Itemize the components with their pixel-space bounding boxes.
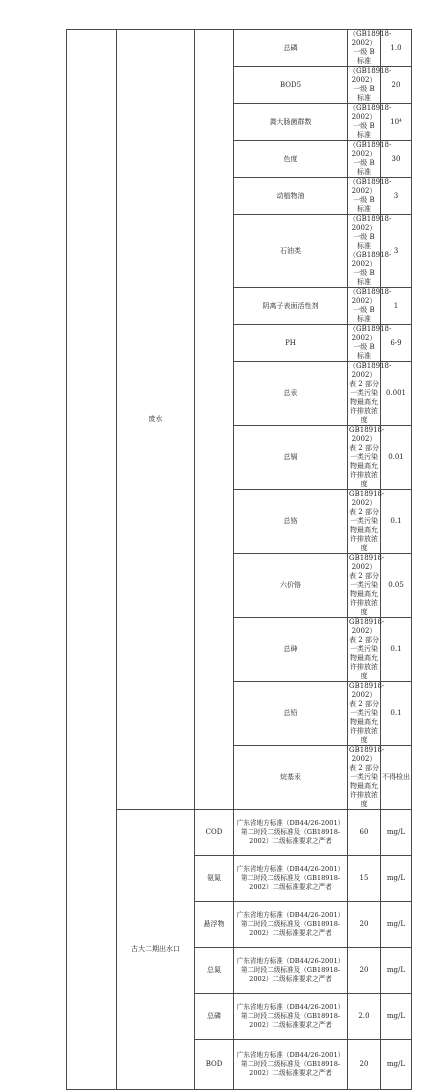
limit-value: 20 [348,1040,381,1090]
standard-text: GB18918-2002）表 2 部分一类污染物最高允许排放浓度 [349,490,385,552]
pollutant-name: 总氮 [195,948,234,994]
unit-value: mg/L [381,810,412,856]
limit-value: 20 [348,948,381,994]
pollutant-name: COD [195,810,234,856]
standard-text: （GB18918-2002）一级 B 标准 [349,288,392,323]
spacer-cell [195,30,234,810]
pollutant-name: BOD [195,1040,234,1090]
section-label: 废水 [117,30,195,810]
standard-text: 广东省地方标准（DB44/26-2001）第二时段二级标准及（GB18918-2002）二级标准要求之严者 [234,1040,348,1090]
pollutant-name: 动植物油 [234,178,348,215]
standard-text: 广东省地方标准（DB44/26-2001）第二时段二级标准及（GB18918-2002）二级标准要求之严者 [234,902,348,948]
standard-text: （GB18918-2002）一级 B 标准 [349,67,392,102]
limit-value: 0.001 [381,362,412,426]
standard-text: （GB18918-2002）一级 B 标准 [349,178,392,213]
standard-text: （GB18918-2002）一级 B 标准 [349,325,392,360]
pollutant-name: 六价铬 [234,554,348,618]
pollutant-name: 悬浮物 [195,902,234,948]
unit-value: mg/L [381,1040,412,1090]
pollutant-name: 烷基汞 [234,746,348,810]
unit-value: mg/L [381,902,412,948]
limit-value: 0.1 [381,618,412,682]
standard-text: （GB18918-2002）表 2 部分一类污染物最高允许排放浓度 [349,362,392,424]
limit-value: 3 [381,178,412,215]
limit-value: 15 [348,856,381,902]
left-margin-cell [67,30,117,1090]
pollutant-name: 总磷 [234,30,348,67]
limit-value: 1 [381,288,412,325]
table-body [67,30,412,1090]
pollutant-name: 总镉 [234,426,348,490]
standard-text: 广东省地方标准（DB44/26-2001）第二时段二级标准及（GB18918-2002）二级标准要求之严者 [234,810,348,856]
pollutant-name: 石油类 [234,215,348,288]
standard-text: GB18918-2002）表 2 部分一类污染物最高允许排放浓度 [349,426,385,488]
section-label: 古大二期出水口 [117,810,195,1090]
pollutant-name: 氨氮 [195,856,234,902]
standard-text: （GB18918-2002）一级 B 标准 [349,30,392,65]
limit-value: 0.1 [381,490,412,554]
standard-text: 广东省地方标准（DB44/26-2001）第二时段二级标准及（GB18918-2002）二级标准要求之严者 [234,856,348,902]
limit-value: 30 [381,141,412,178]
standard-text: GB18918-2002）表 2 部分一类污染物最高允许排放浓度 [349,554,385,616]
limit-value: 20 [381,67,412,104]
limit-value: 0.1 [381,682,412,746]
pollutant-name: 色度 [234,141,348,178]
standard-text: 广东省地方标准（DB44/26-2001）第二时段二级标准及（GB18918-2002）二级标准要求之严者 [234,994,348,1040]
standard-text: （GB18918-2002）一级 B 标准 [349,104,392,139]
unit-value: mg/L [381,994,412,1040]
standards-table [66,29,412,1090]
pollutant-name: 总汞 [234,362,348,426]
standard-text: （GB18918-2002）一级 B 标准 （GB18918-2002）一级 B 标准 [349,215,392,286]
standard-text: GB18918-2002）表 2 部分一类污染物最高允许排放浓度 [349,746,385,808]
table-row [67,30,412,67]
pollutant-name: 阴离子表面活性剂 [234,288,348,325]
pollutant-name: BOD5 [234,67,348,104]
limit-value: 不得检出 [381,746,412,810]
unit-value: mg/L [381,948,412,994]
limit-value: 0.05 [381,554,412,618]
table-row [67,810,412,856]
limit-value: 3 [381,215,412,288]
pollutant-name: 总砷 [234,618,348,682]
pollutant-name: 总铬 [234,490,348,554]
pollutant-name: 总磷 [195,994,234,1040]
limit-value: 10⁴ [381,104,412,141]
pollutant-name: 总铅 [234,682,348,746]
unit-value: mg/L [381,856,412,902]
standard-text: 广东省地方标准（DB44/26-2001）第二时段二级标准及（GB18918-2002）二级标准要求之严者 [234,948,348,994]
limit-value: 6-9 [381,325,412,362]
pollutant-name: PH [234,325,348,362]
limit-value: 60 [348,810,381,856]
limit-value: 20 [348,902,381,948]
standard-text: （GB18918-2002）一级 B 标准 [349,141,392,176]
standard-text: GB18918-2002）表 2 部分一类污染物最高允许排放浓度 [349,618,385,680]
pollutant-name: 粪大肠菌群数 [234,104,348,141]
standard-text: GB18918-2002）表 2 部分一类污染物最高允许排放浓度 [349,682,385,744]
limit-value: 1.0 [381,30,412,67]
limit-value: 2.0 [348,994,381,1040]
limit-value: 0.01 [381,426,412,490]
